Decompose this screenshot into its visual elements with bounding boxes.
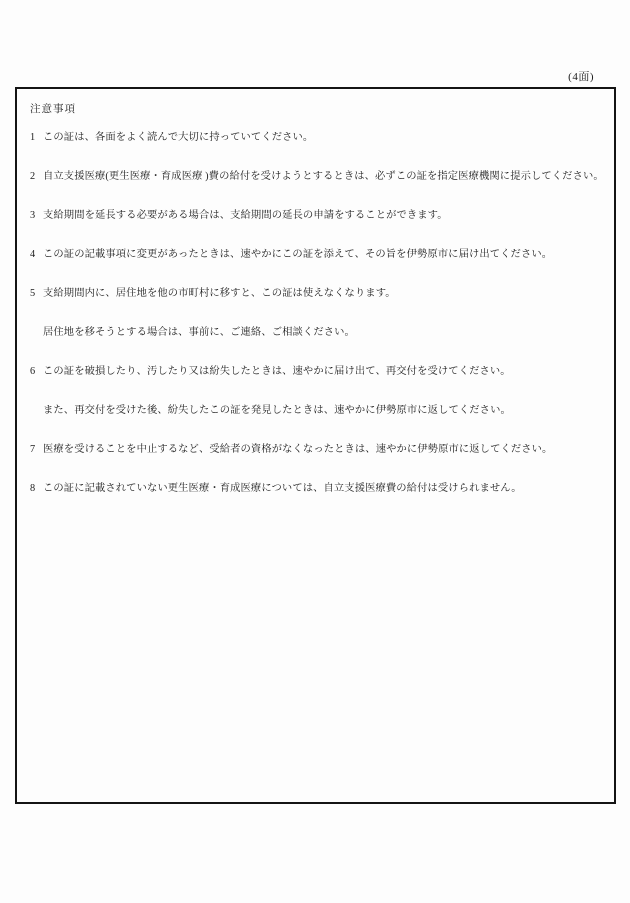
item-text: また、再交付を受けた後、紛失したこの証を発見したときは、速やかに伊勢原市に返してください。 (43, 405, 511, 416)
notice-item-7 (30, 442, 606, 457)
item-number: 7 (30, 444, 36, 455)
item-text: この証に記載されていない更生医療・育成医療については、自立支援医療費の給付は受けられません。 (43, 483, 522, 494)
item-number: 2 (30, 171, 36, 182)
notice-box (15, 87, 616, 804)
notice-list (30, 130, 606, 496)
notice-item-1 (30, 130, 606, 145)
item-text: 自立支援医療(更生医療・育成医療 )費の給付を受けようとするときは、必ずこの証を指定医療機関に提示してください。 (43, 171, 604, 182)
notice-heading: 注意事項 (30, 104, 76, 115)
page-side-label: (4面) (568, 71, 594, 83)
item-text: 支給期間を延長する必要がある場合は、支給期間の延長の申請をすることができます。 (43, 210, 448, 221)
notice-item-3 (30, 208, 606, 223)
notice-item-5 (30, 286, 606, 301)
notice-item-6 (30, 364, 606, 379)
item-text: 医療を受けることを中止するなど、受給者の資格がなくなったときは、速やかに伊勢原市に返してください。 (43, 444, 553, 455)
item-number: 5 (30, 288, 36, 299)
notice-item-2 (30, 169, 606, 184)
notice-item-6-continuation (30, 403, 606, 418)
notice-item-8 (30, 481, 606, 496)
item-text: この証は、各面をよく読んで大切に持っていてください。 (43, 132, 314, 143)
notice-item-4 (30, 247, 606, 262)
item-text: この証の記載事項に変更があったときは、速やかにこの証を添えて、その旨を伊勢原市に届け出てください。 (43, 249, 553, 260)
item-number: 3 (30, 210, 36, 221)
item-text: 支給期間内に、居住地を他の市町村に移すと、この証は使えなくなります。 (43, 288, 396, 299)
item-number: 4 (30, 249, 36, 260)
notice-item-5-continuation (30, 325, 606, 340)
item-number: 8 (30, 483, 36, 494)
item-text: 居住地を移そうとする場合は、事前に、ご連絡、ご相談ください。 (43, 327, 355, 338)
item-number: 6 (30, 366, 36, 377)
item-text: この証を破損したり、汚したり又は紛失したときは、速やかに届け出て、再交付を受けてください。 (43, 366, 511, 377)
item-number: 1 (30, 132, 36, 143)
